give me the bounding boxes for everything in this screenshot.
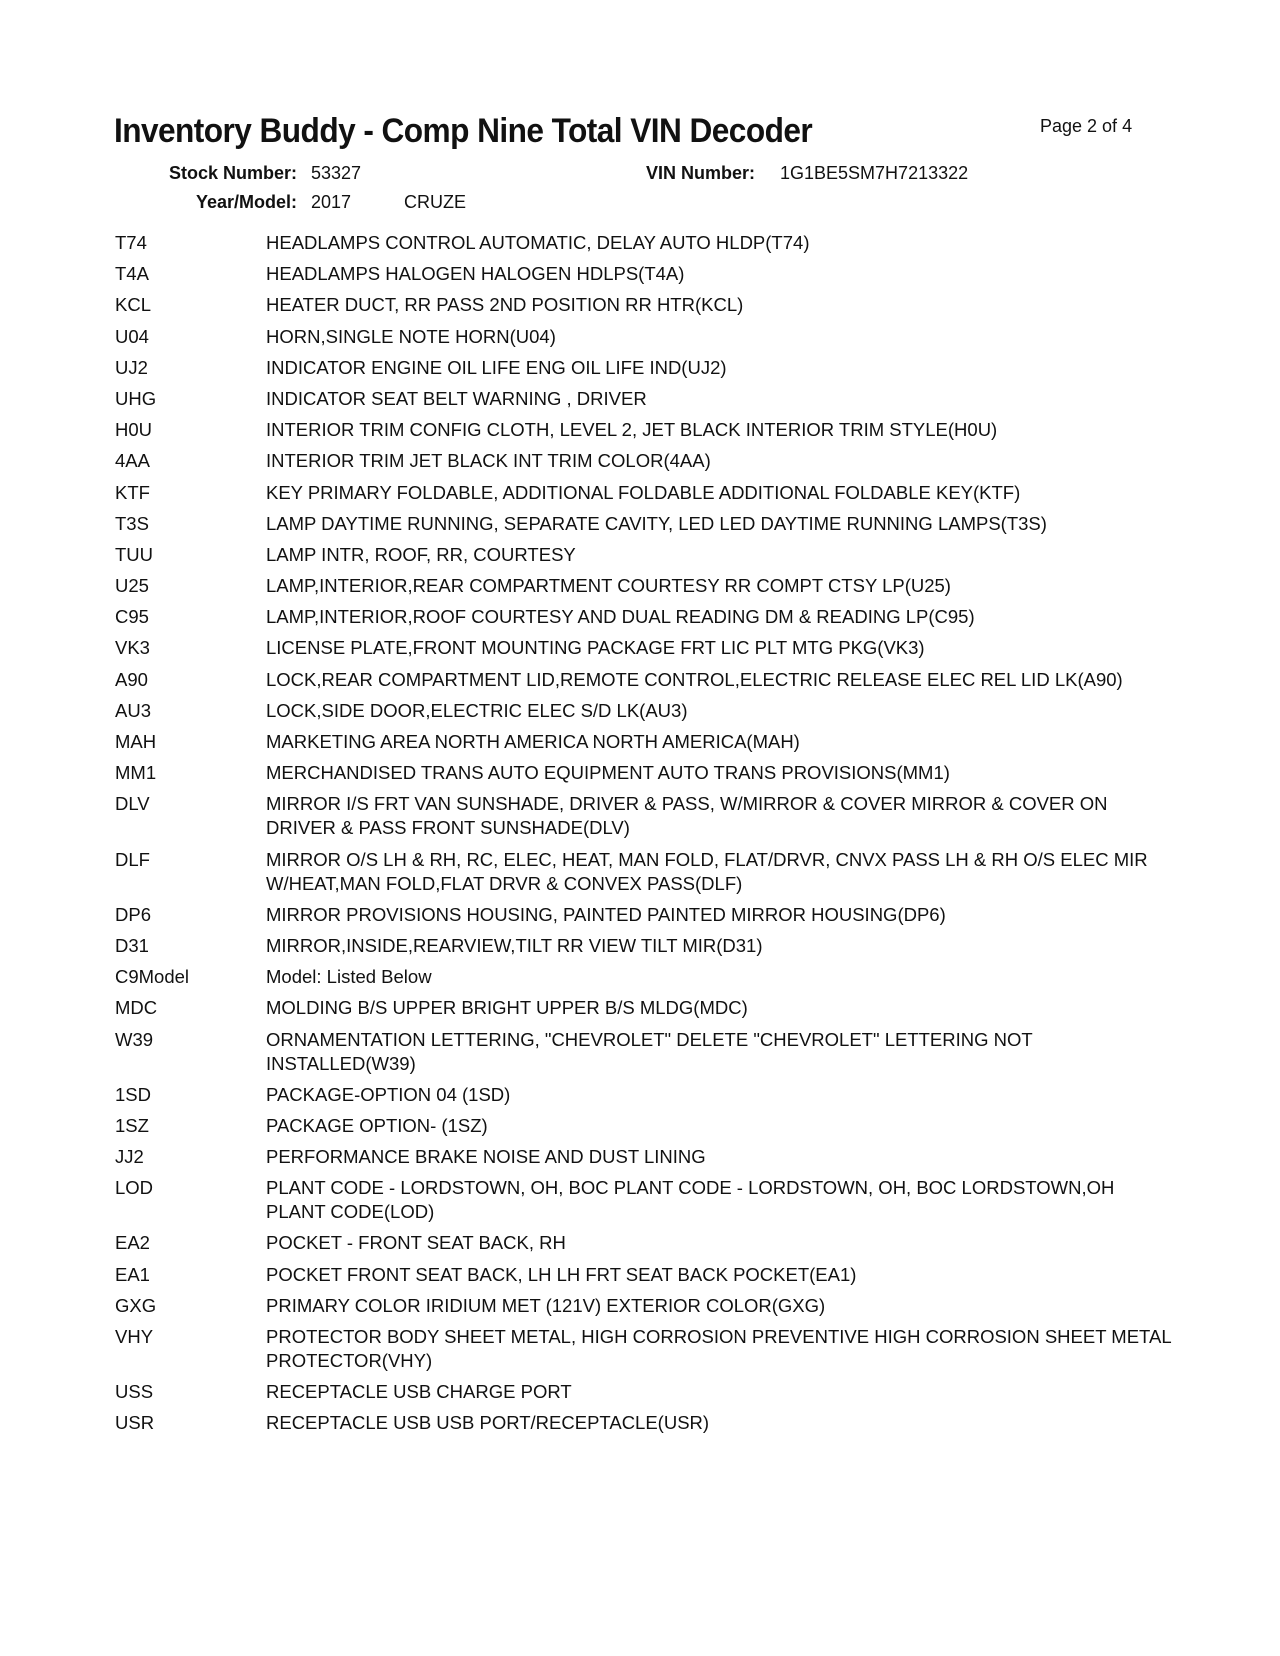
option-row bbox=[115, 325, 1175, 349]
option-description: RECEPTACLE USB CHARGE PORT bbox=[266, 1381, 572, 1403]
option-description: MOLDING B/S UPPER BRIGHT UPPER B/S MLDG(MDC) bbox=[266, 997, 748, 1019]
option-code: 4AA bbox=[115, 450, 150, 472]
option-description: LAMP DAYTIME RUNNING, SEPARATE CAVITY, LED LED DAYTIME RUNNING LAMPS(T3S) bbox=[266, 512, 1047, 534]
option-description: LAMP,INTERIOR,REAR COMPARTMENT COURTESY RR COMPT CTSY LP(U25) bbox=[266, 575, 951, 597]
year-model-label: Year/Model: bbox=[195, 192, 297, 212]
option-description: MARKETING AREA NORTH AMERICA NORTH AMERICA(MAH) bbox=[266, 731, 800, 752]
option-row bbox=[115, 1114, 1175, 1138]
option-code: H0U bbox=[115, 419, 153, 441]
option-code: UHG bbox=[115, 387, 157, 409]
option-code: DLF bbox=[115, 848, 150, 870]
option-description: PACKAGE-OPTION 04 (1SD) bbox=[266, 1083, 511, 1105]
option-row bbox=[115, 574, 1175, 598]
option-description: ORNAMENTATION LETTERING, "CHEVROLET" DELETE "CHEVROLET" LETTERING NOT INSTALLED(W39) bbox=[266, 1028, 1033, 1074]
option-code: 1SD bbox=[115, 1083, 151, 1105]
option-description: LOCK,REAR COMPARTMENT LID,REMOTE CONTROL,ELECTRIC RELEASE ELEC REL LID LK(A90) bbox=[266, 668, 1123, 690]
option-code: USS bbox=[115, 1381, 154, 1403]
option-description: MIRROR O/S LH & RH, RC, ELEC, HEAT, MAN FOLD, FLAT/DRVR, CNVX PASS LH & RH O/S ELEC MIR W/HEAT,MAN FOLD,FLAT DRVR & CONVEX PASS(DLF) bbox=[266, 848, 1148, 894]
option-description: HEADLAMPS CONTROL AUTOMATIC, DELAY AUTO HLDP(T74) bbox=[266, 232, 810, 253]
option-row bbox=[115, 965, 1175, 989]
option-description: PROTECTOR BODY SHEET METAL, HIGH CORROSION PREVENTIVE HIGH CORROSION SHEET METAL PROTECTOR(VHY) bbox=[266, 1326, 1171, 1371]
option-description: INTERIOR TRIM JET BLACK INT TRIM COLOR(4AA) bbox=[266, 450, 711, 472]
option-row bbox=[115, 1263, 1175, 1287]
option-code: LOD bbox=[115, 1177, 154, 1199]
option-row bbox=[115, 1145, 1175, 1169]
option-row bbox=[115, 1176, 1175, 1224]
option-row bbox=[115, 1083, 1175, 1107]
option-description: POCKET FRONT SEAT BACK, LH LH FRT SEAT BACK POCKET(EA1) bbox=[266, 1263, 857, 1285]
stock-number-label: Stock Number: bbox=[168, 163, 297, 183]
option-description: POCKET - FRONT SEAT BACK, RH bbox=[266, 1232, 566, 1254]
option-row bbox=[115, 1294, 1175, 1318]
option-code: U25 bbox=[115, 575, 149, 597]
option-code: A90 bbox=[115, 668, 148, 690]
option-code-list bbox=[115, 231, 1175, 1443]
option-description: MIRROR,INSIDE,REARVIEW,TILT RR VIEW TILT MIR(D31) bbox=[266, 934, 763, 956]
option-row bbox=[115, 761, 1175, 785]
option-row bbox=[115, 668, 1175, 692]
option-description: HORN,SINGLE NOTE HORN(U04) bbox=[266, 325, 556, 347]
option-code: USR bbox=[115, 1412, 155, 1434]
option-description: PLANT CODE - LORDSTOWN, OH, BOC PLANT CODE - LORDSTOWN, OH, BOC LORDSTOWN,OH PLANT CODE(LOD) bbox=[266, 1177, 1115, 1223]
option-code: T4A bbox=[115, 263, 149, 285]
option-code: T74 bbox=[115, 232, 147, 253]
option-code: C95 bbox=[115, 606, 149, 628]
option-code: MM1 bbox=[115, 762, 157, 784]
option-row bbox=[115, 387, 1175, 411]
option-description: INDICATOR SEAT BELT WARNING , DRIVER bbox=[266, 387, 647, 409]
option-code: GXG bbox=[115, 1294, 157, 1316]
option-row bbox=[115, 934, 1175, 958]
option-description: MERCHANDISED TRANS AUTO EQUIPMENT AUTO TRANS PROVISIONS(MM1) bbox=[266, 762, 950, 784]
option-code: DLV bbox=[115, 793, 150, 815]
option-code: TUU bbox=[115, 543, 154, 565]
page-number: Page 2 of 4 bbox=[1040, 116, 1133, 136]
option-row bbox=[115, 356, 1175, 380]
option-row bbox=[115, 418, 1175, 442]
vin-number-value: 1G1BE5SM7H7213322 bbox=[780, 163, 969, 183]
option-code: T3S bbox=[115, 512, 149, 534]
option-description: PRIMARY COLOR IRIDIUM MET (121V) EXTERIOR COLOR(GXG) bbox=[266, 1294, 826, 1316]
model-value: CRUZE bbox=[404, 192, 466, 212]
option-description: INTERIOR TRIM CONFIG CLOTH, LEVEL 2, JET BLACK INTERIOR TRIM STYLE(H0U) bbox=[266, 419, 998, 441]
option-code: EA1 bbox=[115, 1263, 150, 1285]
option-row bbox=[115, 636, 1175, 660]
option-code: MDC bbox=[115, 997, 158, 1019]
option-row bbox=[115, 293, 1175, 317]
option-code: DP6 bbox=[115, 903, 151, 925]
year-value: 2017 bbox=[311, 192, 352, 212]
option-row bbox=[115, 1028, 1175, 1076]
option-description: MIRROR I/S FRT VAN SUNSHADE, DRIVER & PASS, W/MIRROR & COVER MIRROR & COVER ON DRIVER & PASS FRONT SUNSHADE(DLV) bbox=[266, 793, 1108, 839]
option-code: 1SZ bbox=[115, 1114, 149, 1136]
option-row bbox=[115, 996, 1175, 1020]
option-code: EA2 bbox=[115, 1232, 150, 1254]
option-description: RECEPTACLE USB USB PORT/RECEPTACLE(USR) bbox=[266, 1412, 710, 1434]
option-code: VHY bbox=[115, 1326, 154, 1347]
option-description: LAMP INTR, ROOF, RR, COURTESY bbox=[266, 543, 576, 565]
option-description: PACKAGE OPTION- (1SZ) bbox=[266, 1114, 488, 1136]
option-description: INDICATOR ENGINE OIL LIFE ENG OIL LIFE IND(UJ2) bbox=[266, 356, 727, 378]
option-row bbox=[115, 903, 1175, 927]
option-row bbox=[115, 449, 1175, 473]
option-row bbox=[115, 730, 1175, 754]
option-description: LOCK,SIDE DOOR,ELECTRIC ELEC S/D LK(AU3) bbox=[266, 699, 688, 721]
option-row bbox=[115, 699, 1175, 723]
option-description: PERFORMANCE BRAKE NOISE AND DUST LINING bbox=[266, 1146, 706, 1168]
option-code: AU3 bbox=[115, 699, 151, 721]
option-description: MIRROR PROVISIONS HOUSING, PAINTED PAINTED MIRROR HOUSING(DP6) bbox=[266, 903, 946, 925]
option-description: HEATER DUCT, RR PASS 2ND POSITION RR HTR(KCL) bbox=[266, 294, 744, 316]
option-description: LAMP,INTERIOR,ROOF COURTESY AND DUAL READING DM & READING LP(C95) bbox=[266, 606, 975, 628]
option-code: UJ2 bbox=[115, 356, 148, 378]
option-row bbox=[115, 481, 1175, 505]
option-row bbox=[115, 1231, 1175, 1255]
option-description: KEY PRIMARY FOLDABLE, ADDITIONAL FOLDABLE ADDITIONAL FOLDABLE KEY(KTF) bbox=[266, 481, 1021, 503]
option-row bbox=[115, 848, 1175, 896]
option-description: LICENSE PLATE,FRONT MOUNTING PACKAGE FRT LIC PLT MTG PKG(VK3) bbox=[266, 637, 925, 659]
option-code: MAH bbox=[115, 731, 157, 752]
option-code: KCL bbox=[115, 294, 151, 316]
option-code: C9Model bbox=[115, 966, 190, 988]
option-description: HEADLAMPS HALOGEN HALOGEN HDLPS(T4A) bbox=[266, 263, 685, 285]
page-title: Inventory Buddy - Comp Nine Total VIN Decoder bbox=[114, 112, 813, 150]
option-description: Model: Listed Below bbox=[266, 966, 432, 988]
option-code: VK3 bbox=[115, 637, 150, 659]
option-row bbox=[115, 543, 1175, 567]
option-row bbox=[115, 231, 1175, 255]
option-row bbox=[115, 1380, 1175, 1404]
option-row bbox=[115, 262, 1175, 286]
option-row bbox=[115, 1411, 1175, 1435]
option-row bbox=[115, 1325, 1175, 1373]
option-code: JJ2 bbox=[115, 1146, 144, 1168]
option-code: KTF bbox=[115, 481, 150, 503]
option-row bbox=[115, 512, 1175, 536]
option-code: W39 bbox=[115, 1028, 154, 1050]
stock-number-value: 53327 bbox=[311, 163, 362, 183]
option-row bbox=[115, 792, 1175, 840]
option-row bbox=[115, 605, 1175, 629]
option-code: D31 bbox=[115, 934, 149, 956]
vin-number-label: VIN Number: bbox=[646, 163, 756, 183]
option-code: U04 bbox=[115, 325, 149, 347]
